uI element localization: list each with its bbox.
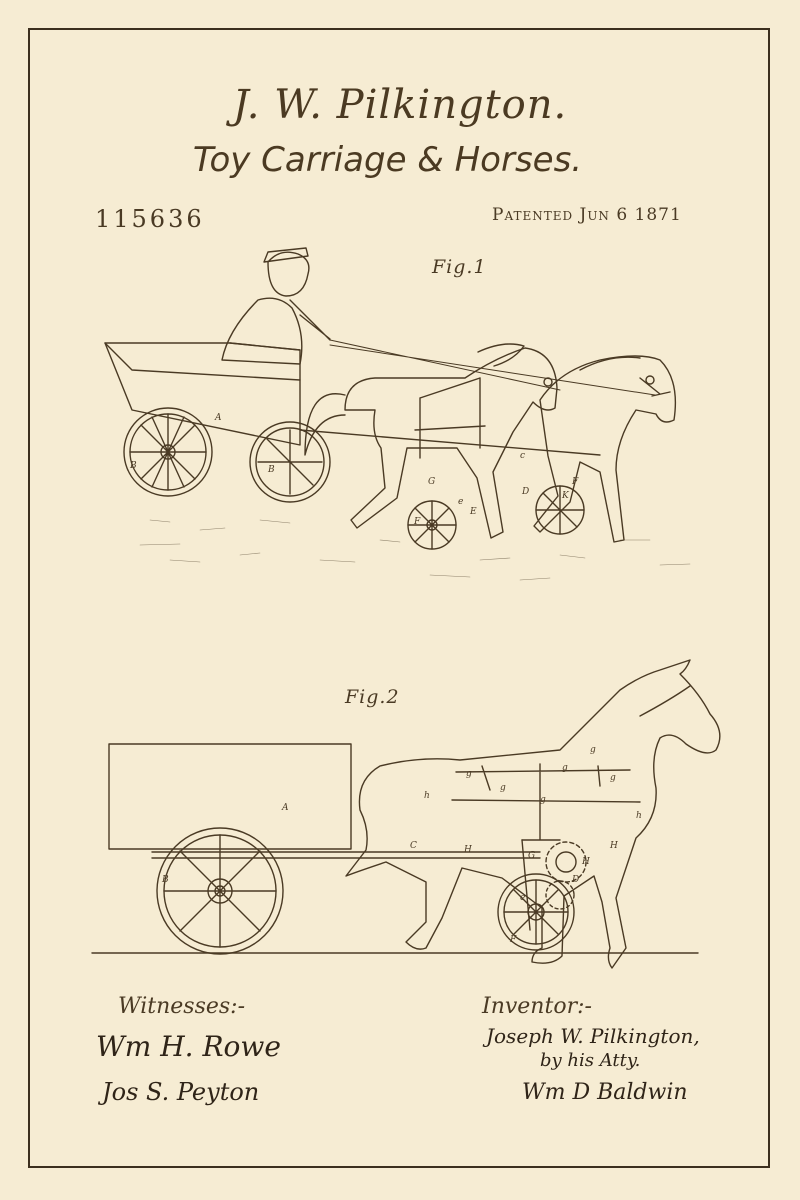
ref-letter: g bbox=[562, 763, 568, 773]
ref-letter: E bbox=[470, 507, 477, 517]
ref-letter: e bbox=[458, 497, 464, 507]
ref-letter: B bbox=[130, 461, 137, 471]
inventor-name-heading: J. W. Pilkington. bbox=[232, 82, 568, 128]
witness-1-signature: Wm H. Rowe bbox=[96, 1030, 281, 1063]
ref-letter: D bbox=[522, 487, 530, 497]
fig2-reference-letters bbox=[161, 745, 642, 945]
ref-letter: F bbox=[510, 935, 517, 945]
ref-letter: F bbox=[414, 517, 421, 527]
patent-date: Patented Jun 6 1871 bbox=[492, 205, 682, 225]
witnesses-label: Witnesses:- bbox=[118, 994, 246, 1019]
ref-letter: g bbox=[590, 745, 596, 755]
ref-letter: F bbox=[572, 477, 579, 487]
ref-letter: B bbox=[268, 465, 275, 475]
ref-letter: H bbox=[582, 857, 590, 867]
ref-letter: H bbox=[464, 845, 472, 855]
ref-letter: e bbox=[520, 893, 526, 903]
figure-2-label: Fig.2 bbox=[345, 686, 400, 708]
ref-letter: g bbox=[610, 773, 616, 783]
fig2-mechanism-illustration bbox=[92, 660, 720, 968]
ref-letter: g bbox=[500, 783, 506, 793]
figure-1-label: Fig.1 bbox=[432, 256, 487, 278]
ref-letter: G bbox=[428, 477, 436, 487]
ref-letter: D bbox=[572, 875, 580, 885]
witness-2-signature: Jos S. Peyton bbox=[102, 1078, 260, 1106]
ref-letter: H bbox=[610, 841, 618, 851]
ref-letter: A bbox=[282, 803, 289, 813]
ref-letter: A bbox=[215, 413, 222, 423]
ref-letter: h bbox=[424, 791, 430, 801]
invention-title: Toy Carriage & Horses. bbox=[192, 140, 583, 180]
inventor-label: Inventor:- bbox=[482, 994, 592, 1019]
ref-letter: g bbox=[466, 769, 472, 779]
ref-letter: h bbox=[636, 811, 642, 821]
patent-number: 115636 bbox=[95, 205, 205, 233]
fig1-reference-letters bbox=[129, 413, 579, 527]
fig1-carriage-illustration bbox=[105, 248, 690, 580]
ref-letter: C bbox=[410, 841, 417, 851]
ref-letter: B bbox=[162, 875, 169, 885]
inventor-signature: Joseph W. Pilkington, bbox=[486, 1024, 700, 1048]
ref-letter: c bbox=[520, 451, 526, 461]
ref-letter: K bbox=[562, 491, 569, 501]
ref-letter: g bbox=[540, 795, 546, 805]
by-attorney-text: by his Atty. bbox=[540, 1050, 641, 1071]
ref-letter: G bbox=[528, 851, 536, 861]
attorney-signature: Wm D Baldwin bbox=[522, 1080, 688, 1105]
